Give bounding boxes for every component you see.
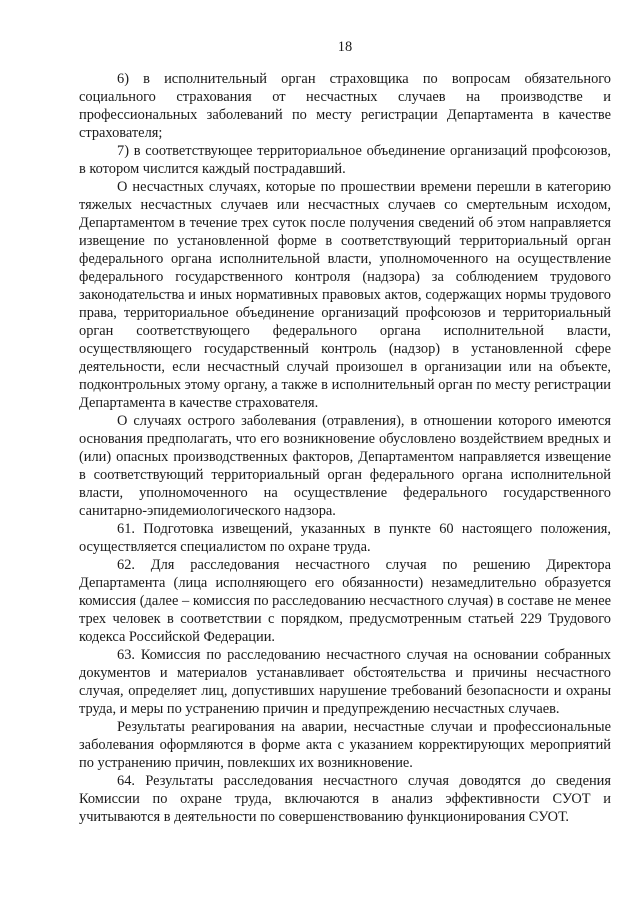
paragraph-item-7: 7) в соответствующее территориальное объединение организаций профсоюзов, в котором числится каждый пострадавший. (79, 143, 611, 177)
paragraph-item-6: 6) в исполнительный орган страховщика по вопросам обязательного социального страхования от несчастных случаев на производстве и профессиональных заболеваний по месту регистрации Департамента в качестве страхователя; (79, 71, 611, 141)
paragraph-results: Результаты реагирования на аварии, несчастные случаи и профессиональные заболевания оформляются в форме акта с указанием корректирующих мероприятий по устранению причин, повлекших их возникновение. (79, 719, 611, 771)
paragraph-severe-accidents: О несчастных случаях, которые по прошествии времени перешли в категорию тяжелых несчастных случаев или несчастных случаев со смертельным исходом, Департаментом в течение трех суток после получения сведений об этом направляется извещение по установленной форме в соответствующий территориальный орган федерального органа исполнительной власти, уполномоченного на осуществление федерального государственного контроля (надзора) за соблюдением трудового законодательства и иных нормативных правовых актов, содержащих нормы трудового права, территориальное объединение организаций профсоюзов и территориальный орган соответствующего федерального органа исполнительной власти, осуществляющего государственный контроль (надзор) в установленной сфере деятельности, если несчастный случай произошел в организации или на объекте, подконтрольных этому органу, а также в исполнительный орган по месту регистрации Департамента в качестве страхователя. (79, 179, 611, 411)
page-number: 18 (337, 39, 353, 55)
paragraph-acute-illness: О случаях острого заболевания (отравления), в отношении которого имеются основания предполагать, что его возникновение обусловлено воздействием вредных и (или) опасных производственных факторов, Департаментом направляется извещение в соответствующий территориальный орган федерального органа исполнительной власти, уполномоченного на осуществление федерального государственного санитарно-эпидемиологического надзора. (79, 413, 611, 519)
paragraph-61: 61. Подготовка извещений, указанных в пункте 60 настоящего положения, осуществляется специалистом по охране труда. (79, 521, 611, 555)
paragraph-63: 63. Комиссия по расследованию несчастного случая на основании собранных документов и материалов устанавливает обстоятельства и причины несчастного случая, определяет лиц, допустивших нарушение требований безопасности и охраны труда, и меры по устранению причин и предупреждению несчастных случаев. (79, 647, 611, 717)
paragraph-64: 64. Результаты расследования несчастного случая доводятся до сведения Комиссии по охране труда, включаются в анализ эффективности СУОТ и учитываются в деятельности по совершенствованию функционирования СУОТ. (79, 773, 611, 825)
document-page (79, 38, 611, 826)
paragraph-62: 62. Для расследования несчастного случая по решению Директора Департамента (лица исполняющего его обязанности) незамедлительно образуется комиссия (далее – комиссия по расследованию несчастного случая) в составе не менее трех человек в соответствии с порядком, предусмотренным статьей 229 Трудового кодекса Российской Федерации. (79, 557, 611, 645)
